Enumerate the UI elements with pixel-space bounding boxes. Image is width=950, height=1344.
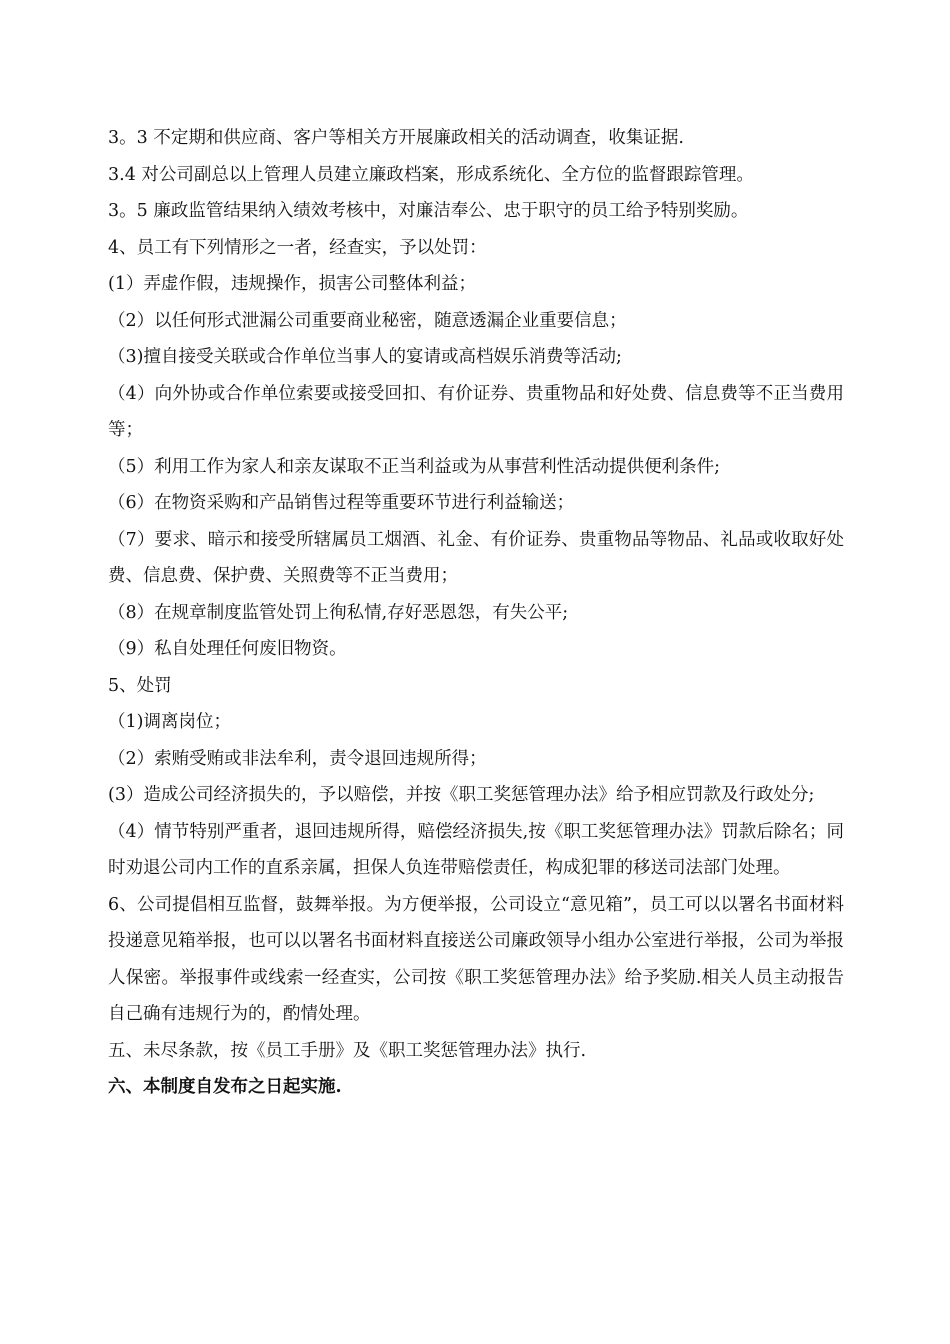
clause-4-heading: 4、员工有下列情形之一者，经查实，予以处罚： bbox=[108, 237, 487, 258]
clause-3-4: 3.4 对公司副总以上管理人员建立廉政档案，形成系统化、全方位的监督跟踪管理。 bbox=[108, 164, 754, 185]
document-body bbox=[108, 120, 844, 1106]
clause-4-item-2: （2）以任何形式泄漏公司重要商业秘密，随意透漏企业重要信息； bbox=[108, 310, 627, 331]
clause-5-item-3: (3）造成公司经济损失的，予以赔偿，并按《职工奖惩管理办法》给予相应罚款及行政处分; bbox=[108, 785, 815, 805]
section-5-remaining-terms: 五、未尽条款，按《员工手册》及《职工奖惩管理办法》执行. bbox=[108, 1040, 587, 1061]
clause-6: 6、公司提倡相互监督，鼓舞举报。为方便举报，公司设立“意见箱”，员工可以以署名书面材料投递意见箱举报，也可以以署名书面材料直接送公司廉政领导小组办公室进行举报，公司为举报人保密。举报事件或线索一经查实，公司按《职工奖惩管理办法》给予奖励.相关人员主动报告自己确有违规行为的，酌情处理。 bbox=[108, 894, 844, 1024]
clause-3-3: 3。3 不定期和供应商、客户等相关方开展廉政相关的活动调查，收集证据. bbox=[108, 128, 684, 148]
clause-5-heading: 5、处罚 bbox=[108, 675, 172, 696]
clause-4-item-7: （7）要求、暗示和接受所辖属员工烟酒、礼金、有价证券、贵重物品等物品、礼品或收取好处费、信息费、保护费、关照费等不正当费用； bbox=[108, 529, 844, 586]
section-6-effective-date: 六、本制度自发布之日起实施. bbox=[108, 1077, 342, 1097]
clause-4-item-8: （8）在规章制度监管处罚上徇私情,存好恶恩怨，有失公平; bbox=[108, 602, 569, 623]
clause-4-item-6: （6）在物资采购和产品销售过程等重要环节进行利益输送； bbox=[108, 493, 575, 513]
clause-4-item-4: （4）向外协或合作单位索要或接受回扣、有价证券、贵重物品和好处费、信息费等不正当费用等； bbox=[108, 383, 844, 440]
clause-5-item-2: （2）索贿受贿或非法牟利，责令退回违规所得； bbox=[108, 748, 487, 769]
clause-4-item-1: (1）弄虚作假，违规操作，损害公司整体利益； bbox=[108, 274, 476, 294]
clause-5-item-4: （4）情节特别严重者，退回违规所得，赔偿经济损失,按《职工奖惩管理办法》罚款后除名；同时劝退公司内工作的直系亲属，担保人负连带赔偿责任，构成犯罪的移送司法部门处理。 bbox=[108, 821, 844, 878]
clause-3-5: 3。5 廉政监管结果纳入绩效考核中，对廉洁奉公、忠于职守的员工给予特别奖励。 bbox=[108, 201, 749, 221]
clause-4-item-3: （3)擅自接受关联或合作单位当事人的宴请或高档娱乐消费等活动; bbox=[108, 347, 622, 367]
clause-4-item-9: （9）私自处理任何废旧物资。 bbox=[108, 639, 347, 659]
clause-5-item-1: （1)调离岗位； bbox=[108, 712, 231, 732]
clause-4-item-5: （5）利用工作为家人和亲友谋取不正当利益或为从事营利性活动提供便利条件; bbox=[108, 456, 721, 477]
